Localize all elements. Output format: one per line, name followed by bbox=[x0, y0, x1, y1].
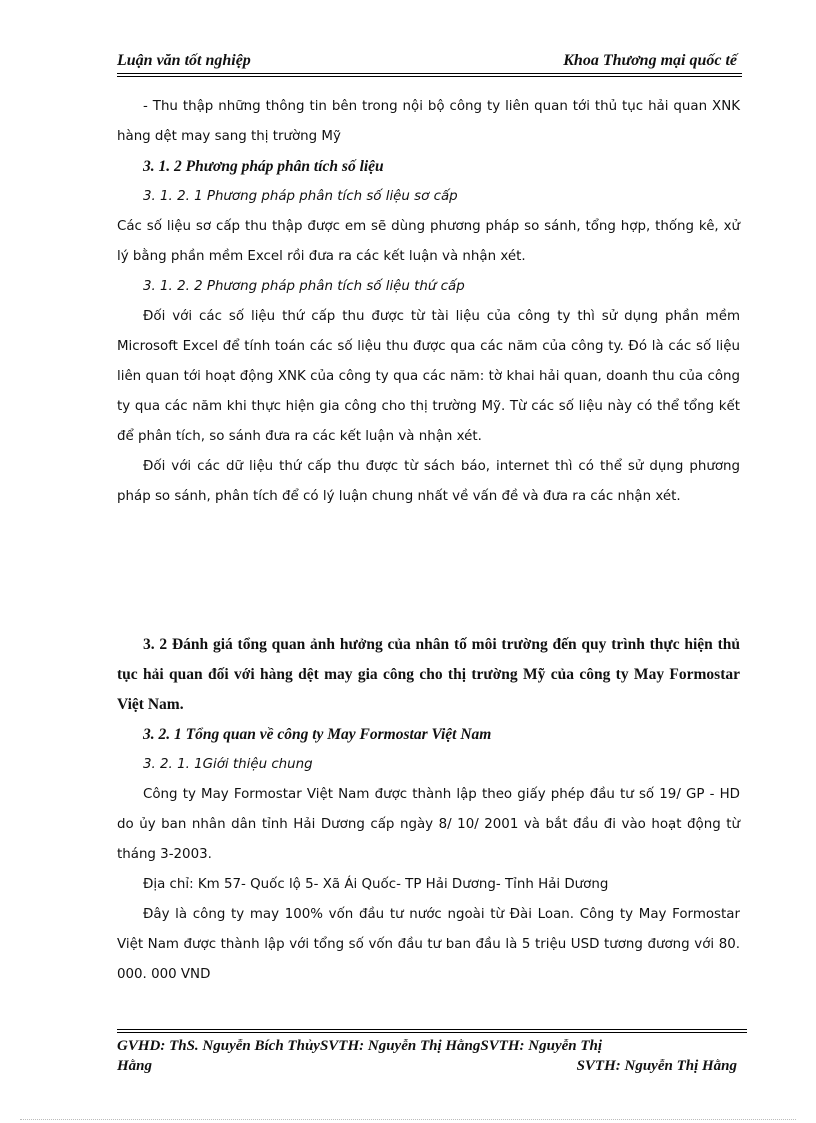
footer-rule-thin bbox=[117, 1029, 747, 1030]
header-rule-thin bbox=[117, 76, 742, 77]
footer-line-2-left: Hằng bbox=[117, 1058, 153, 1074]
paragraph-secondary-data: Đối với các số liệu thứ cấp thu được từ tài liệu của công ty thì sử dụng phần mềm Microsoft Excel để tính toán các số liệu thu được qua các năm của công ty. Đó là các số liệu liên quan tới hoạt động XNK của công ty qua các năm: tờ khai hải quan, doanh thu của công ty qua các năm khi thực hiện gia công cho thị trường Mỹ. Từ các số liệu này có thể tổng kết để phân tích, so sánh đưa ra các kết luận và nhận xét. bbox=[117, 309, 740, 444]
header-rule bbox=[117, 73, 742, 74]
paragraph-data-collection: - Thu thập những thông tin bên trong nội bộ công ty liên quan tới thủ tục hải quan XNK hàng dệt may sang thị trường Mỹ bbox=[117, 99, 740, 144]
paragraph-address: Địa chỉ: Km 57- Quốc lộ 5- Xã Ái Quốc- TP Hải Dương- Tỉnh Hải Dương bbox=[143, 877, 609, 892]
page-footer bbox=[117, 1036, 737, 1076]
page-header bbox=[117, 46, 737, 70]
heading-3-2-1: 3. 2. 1 Tổng quan về công ty May Formostar Việt Nam bbox=[143, 726, 492, 743]
heading-3-1-2-1: 3. 1. 2. 1 Phương pháp phân tích số liệu sơ cấp bbox=[143, 189, 458, 204]
page-body bbox=[117, 92, 740, 990]
blank-space bbox=[117, 512, 740, 630]
paragraph-primary-data: Các số liệu sơ cấp thu thập được em sẽ dùng phương pháp so sánh, tổng hợp, thống kê, xử lý bằng phần mềm Excel rồi đưa ra các kết luận và nhận xét. bbox=[117, 219, 740, 264]
footer-line-2-right: SVTH: Nguyễn Thị Hằng bbox=[576, 1058, 737, 1074]
footer-rule bbox=[117, 1032, 747, 1033]
paragraph-secondary-sources: Đối với các dữ liệu thứ cấp thu được từ sách báo, internet thì có thể sử dụng phương pháp so sánh, phân tích để có lý luận chung nhất về vấn đề và đưa ra các nhận xét. bbox=[117, 459, 740, 504]
heading-3-1-2: 3. 1. 2 Phương pháp phân tích số liệu bbox=[143, 158, 384, 175]
page-edge-line bbox=[20, 1119, 796, 1120]
heading-3-2-1-1: 3. 2. 1. 1Giới thiệu chung bbox=[143, 757, 313, 772]
header-right-title: Khoa Thương mại quốc tế bbox=[563, 52, 737, 69]
paragraph-company-founding: Công ty May Formostar Việt Nam được thành lập theo giấy phép đầu tư số 19/ GP - HD do ủy ban nhân dân tỉnh Hải Dương cấp ngày 8/ 10/ 2001 và bắt đầu đi vào hoạt động từ tháng 3-2003. bbox=[117, 787, 740, 862]
header-left-title: Luận văn tốt nghiệp bbox=[117, 52, 251, 69]
heading-3-1-2-2: 3. 1. 2. 2 Phương pháp phân tích số liệu thứ cấp bbox=[143, 279, 465, 294]
paragraph-investment: Đây là công ty may 100% vốn đầu tư nước ngoài từ Đài Loan. Công ty May Formostar Việt Nam được thành lập với tổng số vốn đầu tư ban đầu là 5 triệu USD tương đương với 80. 000. 000 VND bbox=[117, 907, 740, 982]
heading-3-2: 3. 2 Đánh giá tổng quan ảnh hưởng của nhân tố môi trường đến quy trình thực hiện thủ tục hải quan đối với hàng dệt may gia công cho thị trường Mỹ của công ty May Formostar Việt Nam. bbox=[117, 636, 740, 713]
footer-line-1: GVHD: ThS. Nguyễn Bích ThủySVTH: Nguyễn Thị HằngSVTH: Nguyễn Thị bbox=[117, 1038, 603, 1054]
